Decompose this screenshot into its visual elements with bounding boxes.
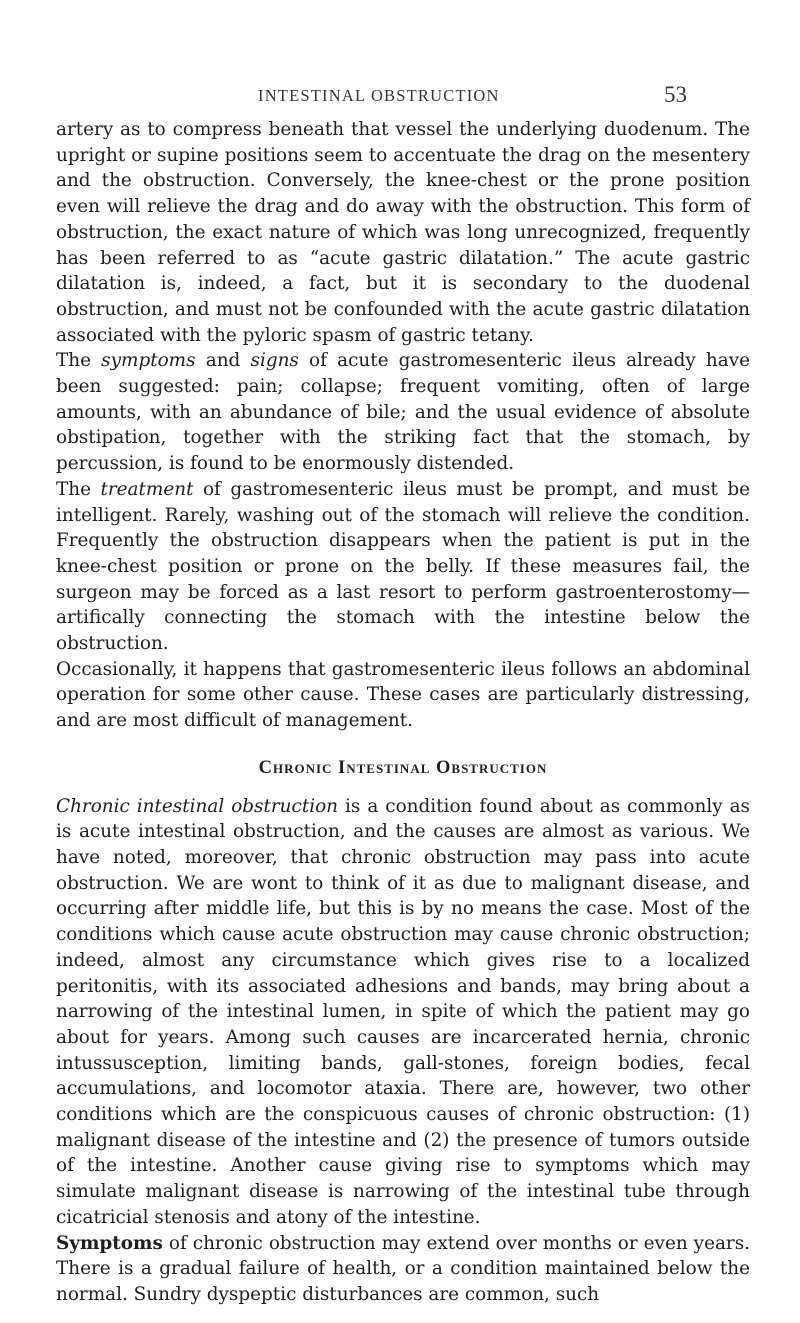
bold-term: Symptoms xyxy=(56,1232,163,1254)
text-run: is a condition found about as commonly as is acute intestinal obstruction, and the causes are almost as various. We have noted, moreover, that chronic obstruction may pass into acute obstruction. We are wont to think of it as due to malignant disease, and occurring after middle life, but this is by no means the case. Most of the conditions which cause acute obstruction may cause chronic obstruction; indeed, almost any circumstance which gives rise to a localized peritonitis, with its associated adhesions and bands, may bring about a narrowing of the intestinal lumen, in spite of which the patient may go about for years. Among such causes are incarcerated hernia, chronic intussusception, limiting bands, gall-stones, foreign bodies, fecal accumulations, and locomotor ataxia. There are, however, two other conditions which are the conspicuous causes of chronic obstruction: (1) malignant disease of the intestine and (2) the presence of tumors outside of the intestine. Another cause giving rise to symptoms which may simulate malignant disease is narrowing of the intestinal tube through cicatricial stenosis and atony of the intestine. xyxy=(56,795,750,1228)
body-text xyxy=(56,117,750,1308)
text-run: of acute gastromesenteric ileus already have been suggested: pain; collapse; frequent vomiting, often of large amounts, with an abundance of bile; and the usual evidence of absolute obstipation, together with the striking fact that the stomach, by percussion, is found to be enormously distended. xyxy=(56,350,750,475)
italic-term: treatment xyxy=(100,478,194,500)
text-run: and xyxy=(195,350,251,372)
running-head xyxy=(0,82,800,110)
paragraph xyxy=(56,1231,750,1308)
italic-term: signs xyxy=(250,350,299,372)
text-run: of chronic obstruction may extend over months or even years. There is a gradual failure of health, or a condition maintained below the normal. Sundry dyspeptic disturbances are common, such xyxy=(56,1232,750,1305)
paragraph xyxy=(56,348,750,477)
text-run: of gastromesenteric ileus must be prompt, and must be intelligent. Rarely, washing out of the stomach will relieve the condition. Frequently the obstruction disappears when the patient is put in the knee-chest position or prone on the belly. If these measures fail, the surgeon may be forced as a last resort to perform gastroenterostomy—artifically connecting the stomach with the intestine below the obstruction. xyxy=(56,478,750,655)
page-number: 53 xyxy=(664,82,687,107)
paragraph: Occasionally, it happens that gastromesenteric ileus follows an abdominal operation for some other cause. These cases are particularly distressing, and are most difficult of management. xyxy=(56,658,750,732)
section-heading: Chronic Intestinal Obstruction xyxy=(258,757,548,778)
italic-term: Chronic intestinal obstruction xyxy=(56,795,339,817)
paragraph xyxy=(56,477,750,657)
paragraph xyxy=(56,794,750,1231)
paragraph: artery as to compress beneath that vessel the underlying duodenum. The upright or supine positions seem to accentuate the drag on the mesentery and the obstruction. Conversely, the knee-chest or the prone position even will relieve the drag and do away with the obstruction. This form of obstruction, the exact nature of which was long unrecognized, frequently has been referred to as “acute gastric dilatation.” The acute gastric dilatation is, indeed, a fact, but it is secondary to the duodenal obstruction, and must not be confounded with the acute gastric dilatation associated with the pyloric spasm of gastric tetany. xyxy=(56,119,750,346)
running-title: INTESTINAL OBSTRUCTION xyxy=(258,86,500,105)
italic-term: symptoms xyxy=(101,350,196,372)
text-run: The xyxy=(56,478,101,500)
text-run: The xyxy=(56,350,102,372)
